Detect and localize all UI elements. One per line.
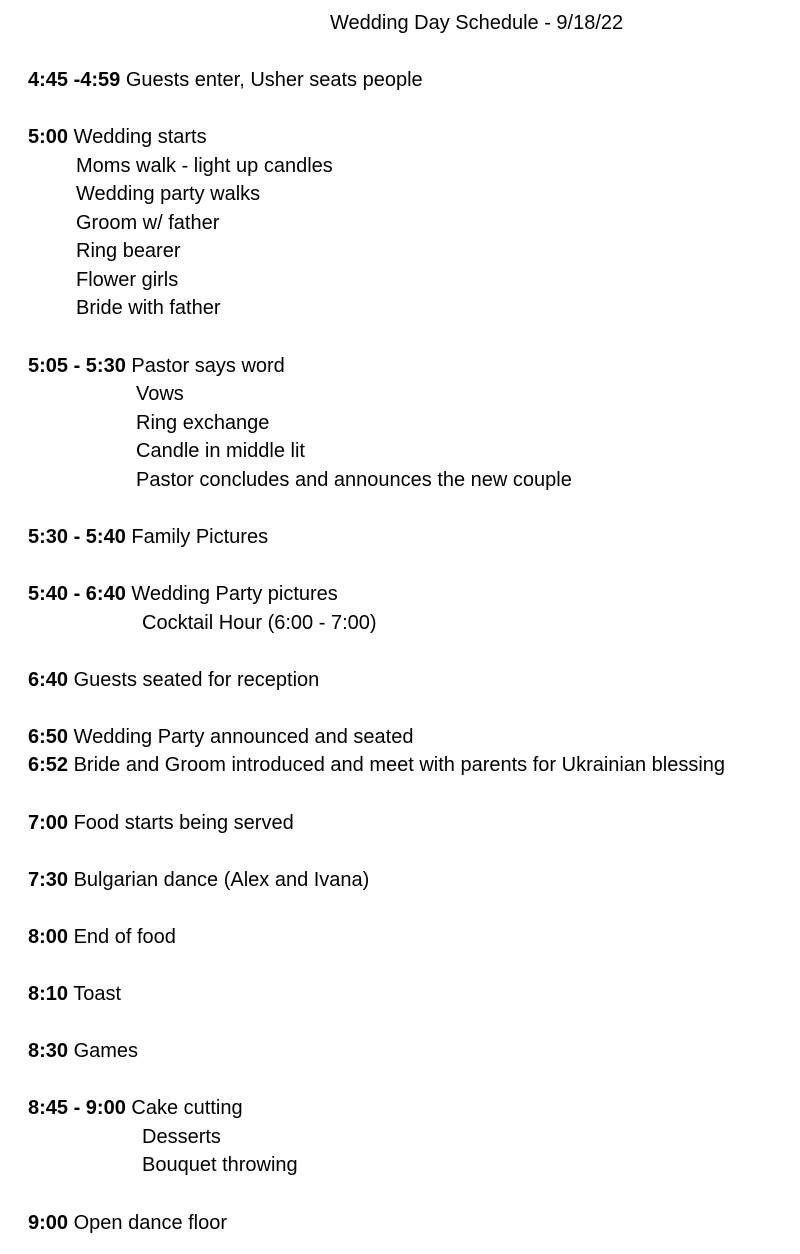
schedule-entry (28, 580, 338, 608)
schedule-subitem (142, 1151, 298, 1179)
schedule-entry (28, 723, 413, 751)
entry-text: Moms walk - light up candles (76, 155, 333, 177)
entry-text: Ring exchange (136, 412, 270, 434)
entry-time: 7:30 (28, 869, 69, 891)
entry-time: 6:40 (28, 669, 69, 691)
entry-text: Cake cutting (125, 1097, 243, 1119)
entry-time: 8:10 (28, 983, 69, 1005)
entry-text: Wedding Party announced and seated (68, 726, 414, 748)
schedule-subitem (142, 609, 377, 637)
entry-time: 6:50 (28, 726, 69, 748)
entry-text: Family Pictures (125, 526, 269, 548)
schedule-subitem (76, 152, 333, 180)
schedule-subitem (76, 209, 219, 237)
schedule-subitem (136, 466, 572, 494)
entry-text: Bouquet throwing (142, 1154, 298, 1176)
schedule-entry (28, 809, 294, 837)
schedule-entry (28, 1094, 243, 1122)
entry-text: Bride and Groom introduced and meet with parents for Ukrainian blessing (68, 754, 726, 776)
entry-text: Bulgarian dance (Alex and Ivana) (68, 869, 370, 891)
schedule-subitem (76, 237, 181, 265)
entry-text: Groom w/ father (76, 212, 220, 234)
schedule-subitem (136, 409, 269, 437)
entry-text: Food starts being served (68, 812, 294, 834)
entry-text: Pastor concludes and announces the new couple (136, 469, 572, 491)
entry-text: Desserts (142, 1126, 221, 1148)
schedule-subitem (136, 437, 305, 465)
schedule-subitem (136, 380, 184, 408)
entry-text: Guests seated for reception (68, 669, 320, 691)
entry-time: 7:00 (28, 812, 69, 834)
entry-text: Open dance floor (68, 1212, 228, 1234)
schedule-subitem (142, 1123, 221, 1151)
entry-time: 9:00 (28, 1212, 69, 1234)
schedule-subitem (76, 294, 221, 322)
schedule-entry (28, 751, 725, 779)
entry-time: 8:45 - 9:00 (28, 1097, 126, 1119)
entry-text: Wedding party walks (76, 183, 261, 205)
schedule-entry (28, 980, 121, 1008)
schedule-entry (28, 1209, 227, 1237)
entry-text: Games (68, 1040, 139, 1062)
entry-text: Guests enter, Usher seats people (120, 69, 423, 91)
entry-text: End of food (68, 926, 176, 948)
entry-time: 6:52 (28, 754, 69, 776)
page-title: Wedding Day Schedule - 9/18/22 (330, 12, 624, 34)
entry-text: Ring bearer (76, 240, 181, 262)
entry-text: Wedding starts (68, 126, 207, 148)
entry-time: 8:00 (28, 926, 69, 948)
schedule-entry (28, 666, 319, 694)
schedule-subitem (76, 180, 260, 208)
schedule-subitem (76, 266, 178, 294)
entry-time: 5:00 (28, 126, 69, 148)
entry-text: Wedding Party pictures (125, 583, 338, 605)
schedule-entry (28, 523, 268, 551)
entry-text: Cocktail Hour (6:00 - 7:00) (142, 612, 377, 634)
schedule-entry (28, 923, 176, 951)
schedule-entry (28, 866, 369, 894)
entry-time: 5:40 - 6:40 (28, 583, 126, 605)
entry-time: 5:05 - 5:30 (28, 355, 126, 377)
entry-time: 8:30 (28, 1040, 69, 1062)
schedule-entry (28, 66, 423, 94)
entry-text: Toast (68, 983, 122, 1005)
entry-text: Bride with father (76, 297, 221, 319)
schedule-entry (28, 352, 285, 380)
schedule-entry (28, 1037, 138, 1065)
entry-time: 5:30 - 5:40 (28, 526, 126, 548)
entry-text: Candle in middle lit (136, 440, 305, 462)
schedule-entry (28, 123, 207, 151)
entry-text: Pastor says word (125, 355, 285, 377)
entry-text: Vows (136, 383, 184, 405)
entry-text: Flower girls (76, 269, 179, 291)
entry-time: 4:45 -4:59 (28, 69, 121, 91)
